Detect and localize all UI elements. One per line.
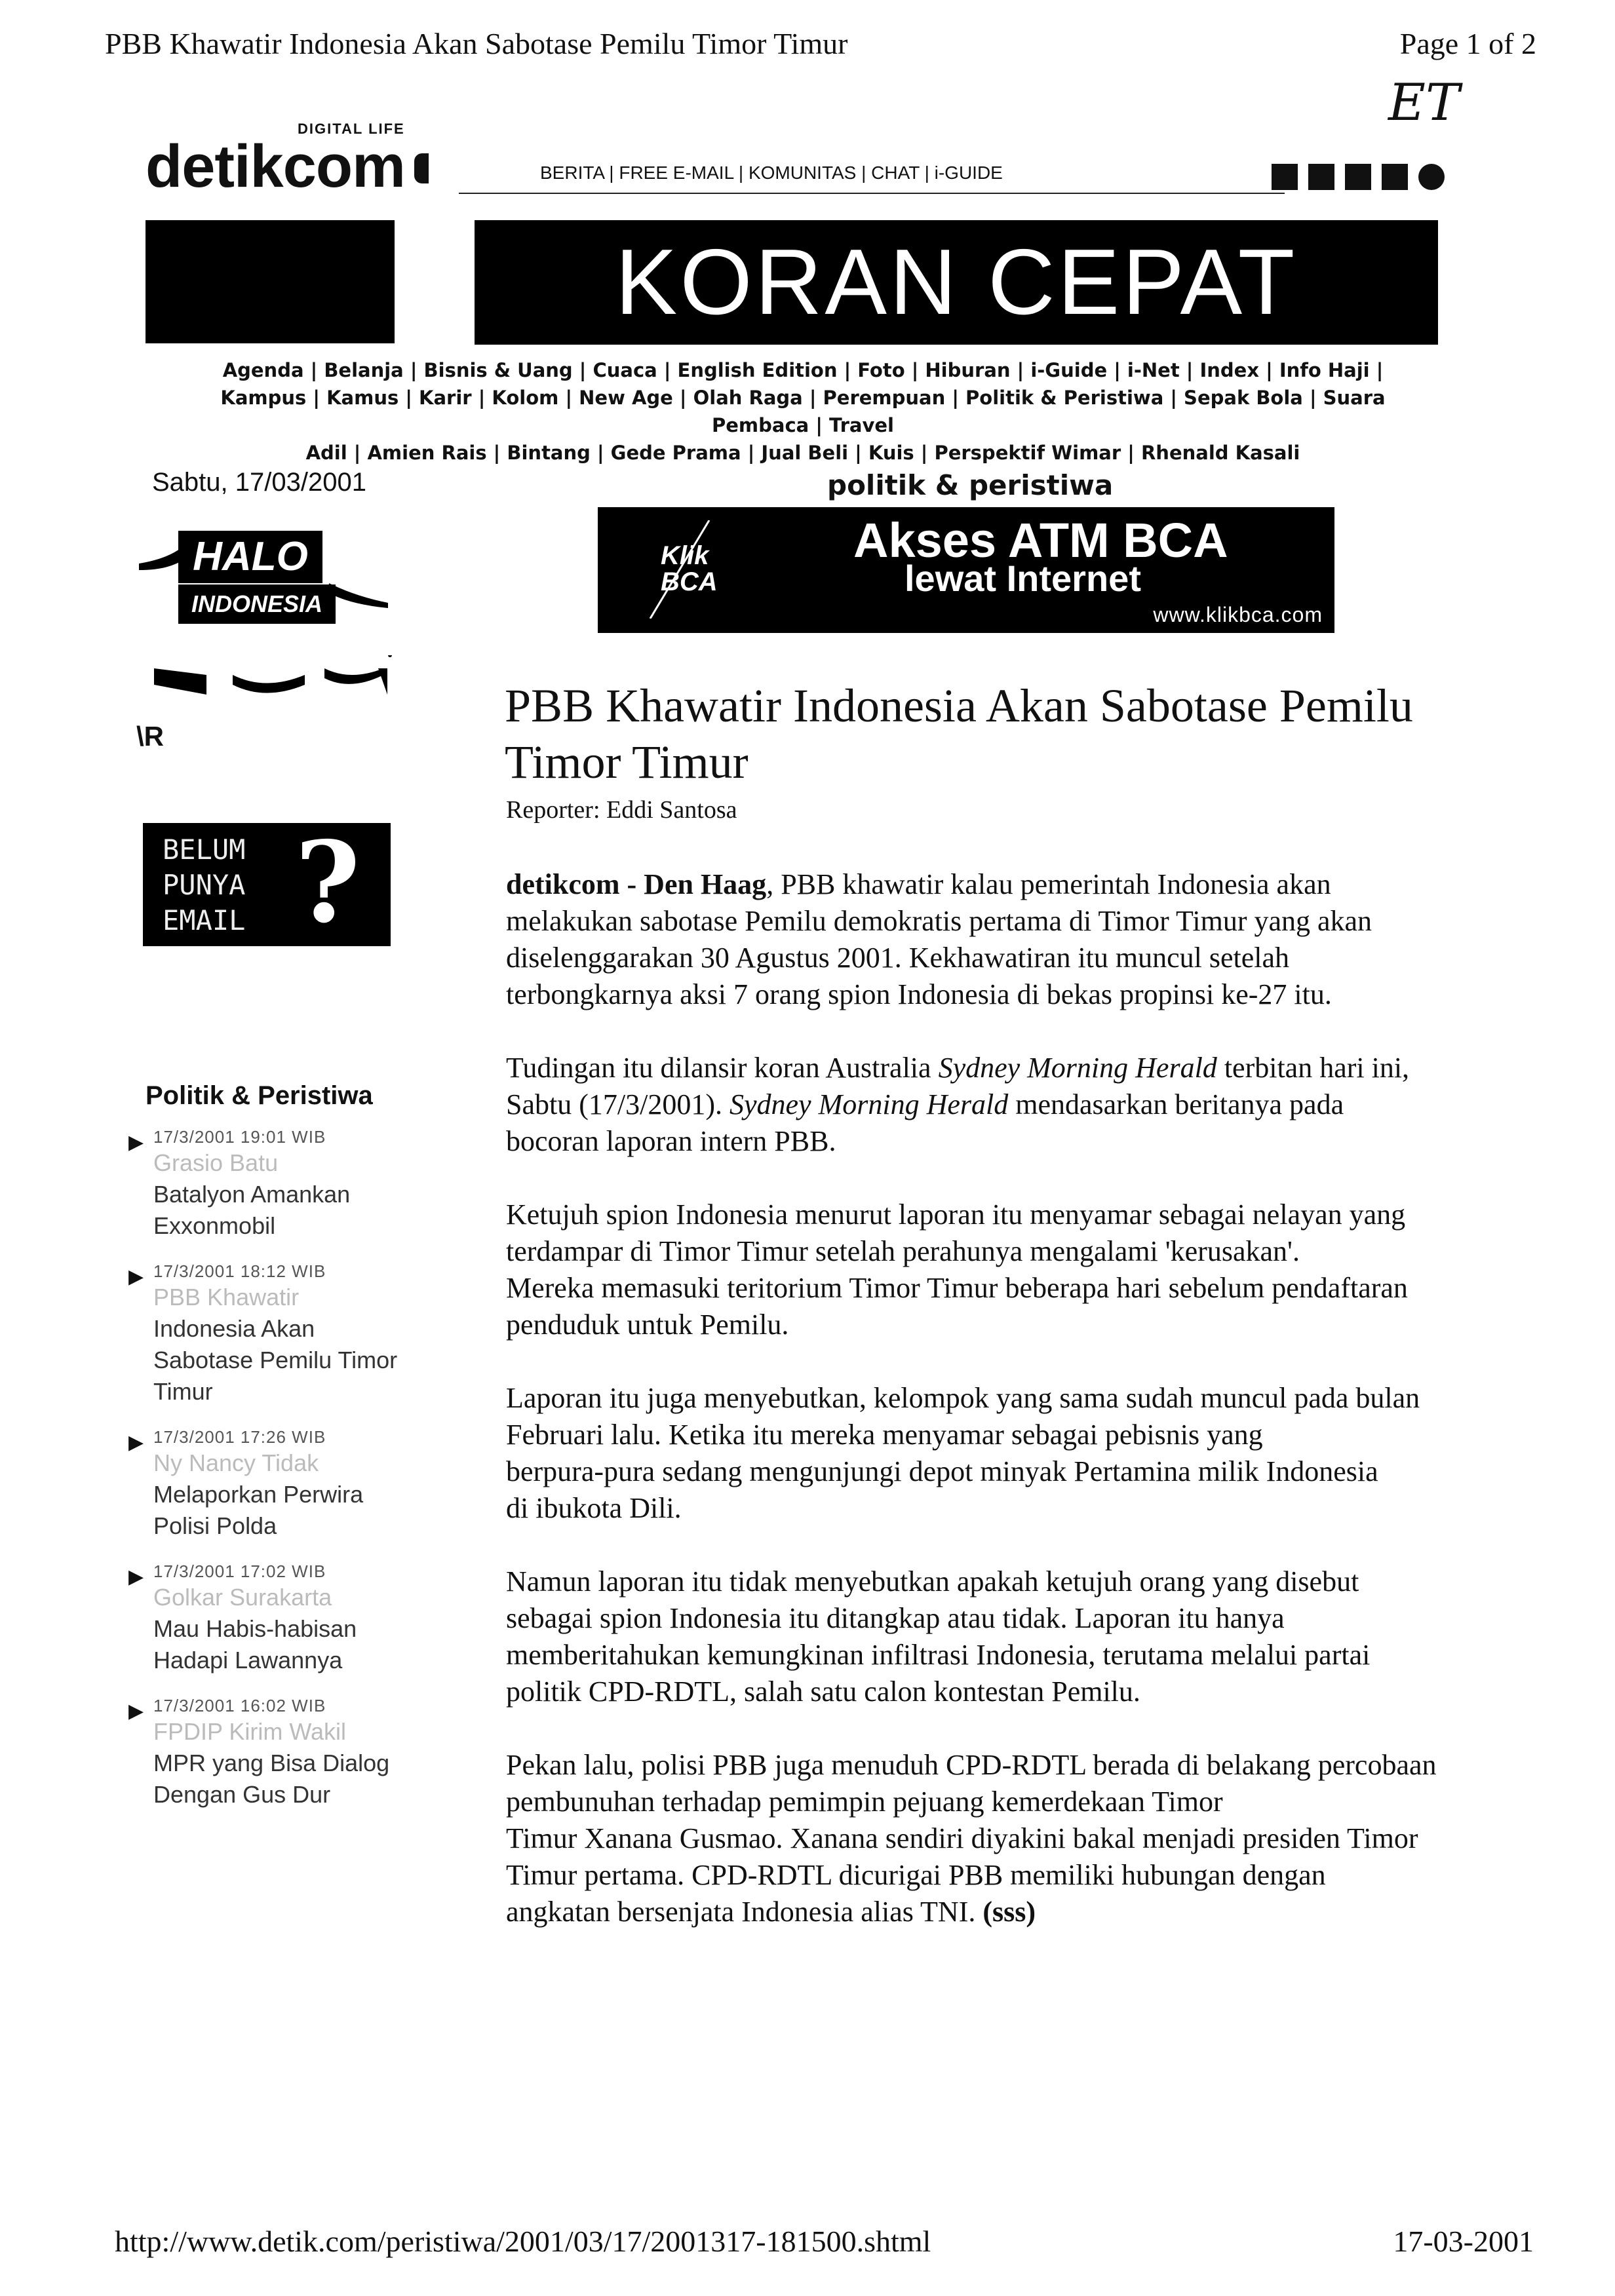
sidebar-news-list	[128, 1127, 417, 1830]
category-nav-line[interactable]: Agenda | Belanja | Bisnis & Uang | Cuaca | English Edition | Foto | Hiburan | i-Guide | i-Net | Index | Info Haji |	[222, 359, 1384, 381]
email-promo-banner[interactable]	[143, 817, 391, 948]
circle-icon	[1418, 164, 1445, 190]
category-nav-line[interactable]: Adil | Amien Rais | Bintang | Gede Prama | Jual Beli | Kuis | Perspektif Wimar | Rhenald Kasali	[305, 442, 1300, 464]
halo-text: HALO	[178, 531, 322, 583]
email-promo-line: PUNYA	[163, 869, 246, 901]
news-time: 17/3/2001 18:12 WIB	[153, 1261, 326, 1281]
news-link-faded[interactable]: PBB Khawatir	[153, 1284, 300, 1311]
dateline: detikcom - Den Haag	[506, 868, 767, 900]
indonesia-text: INDONESIA	[178, 584, 336, 624]
black-placeholder-block	[146, 220, 395, 343]
bullet-arrow-icon: ▶	[128, 1566, 144, 1588]
section-title: politik & peristiwa	[827, 469, 1114, 501]
article-title: PBB Khawatir Indonesia Akan Sabotase Pemilu Timor Timur	[505, 679, 1413, 788]
category-nav-line[interactable]: Pembaca | Travel	[712, 414, 894, 436]
klikbca-brand	[661, 543, 718, 595]
halo-indonesia-logo[interactable]	[139, 524, 388, 636]
cropped-banner-graphic	[134, 655, 397, 754]
cropped-banner-text: \R	[136, 721, 164, 752]
sidebar-title: Politik & Peristiwa	[146, 1081, 373, 1110]
logo-tagline: DIGITAL LIFE	[298, 121, 405, 137]
sidebar-news-item[interactable]	[128, 1696, 417, 1810]
author-signature: (sss)	[983, 1896, 1036, 1928]
page-number: Page 1 of 2	[1399, 27, 1536, 60]
sidebar-news-item[interactable]	[128, 1427, 417, 1542]
klik-text: Klik	[661, 541, 709, 570]
news-time: 17/3/2001 19:01 WIB	[153, 1127, 326, 1147]
category-navigation[interactable]	[151, 356, 1455, 467]
news-time: 17/3/2001 17:02 WIB	[153, 1561, 326, 1581]
top-navigation[interactable]: BERITA | FREE E-MAIL | KOMUNITAS | CHAT | i-GUIDE	[540, 163, 1003, 183]
email-promo-line: BELUM	[163, 833, 246, 866]
logo-mark-icon	[414, 153, 429, 183]
article-reporter: Reporter: Eddi Santosa	[506, 796, 737, 824]
ad-headline: Akses ATM BCA	[853, 513, 1228, 567]
decorative-squares	[1272, 164, 1445, 190]
handwritten-mark: ET	[1388, 73, 1460, 132]
bullet-arrow-icon: ▶	[128, 1700, 144, 1722]
print-footer-date: 17-03-2001	[1393, 2225, 1534, 2258]
news-link[interactable]: Indonesia Akan Sabotase Pemilu Timor Timur	[153, 1315, 398, 1405]
print-header-title: PBB Khawatir Indonesia Akan Sabotase Pemilu Timor Timur	[105, 27, 848, 60]
bullet-arrow-icon: ▶	[128, 1132, 144, 1153]
page-date: Sabtu, 17/03/2001	[152, 468, 366, 497]
klikbca-ad-banner[interactable]	[598, 507, 1334, 633]
category-nav-line[interactable]: Kampus | Kamus | Karir | Kolom | New Age | Olah Raga | Perempuan | Politik & Peristiwa | Sepak Bola | Suara	[220, 387, 1386, 409]
news-link-faded[interactable]: FPDIP Kirim Wakil	[153, 1718, 347, 1745]
news-link-faded[interactable]: Ny Nancy Tidak	[153, 1449, 319, 1476]
news-link[interactable]: Melaporkan Perwira Polisi Polda	[153, 1481, 364, 1539]
news-link-faded[interactable]: Grasio Batu	[153, 1149, 279, 1176]
koran-cepat-banner: KORAN CEPAT	[475, 220, 1438, 345]
ad-subline: lewat Internet	[905, 558, 1141, 599]
article-paragraph: detikcom - Den Haag, PBB khawatir kalau pemerintah Indonesia akan melakukan sabotase Pemilu demokratis pertama di Timor Timur yang akan diselenggarakan 30 Agustus 2001. Kekhawatiran itu muncul setelah terbongkarnya aksi 7 orang spion Indonesia di bekas propinsi ke-27 itu.	[506, 868, 1372, 1010]
bullet-arrow-icon: ▶	[128, 1432, 144, 1453]
newspaper-name: Sydney Morning Herald	[938, 1052, 1217, 1084]
news-link-faded[interactable]: Golkar Surakarta	[153, 1584, 332, 1611]
email-promo-line: EMAIL	[163, 904, 246, 936]
article-paragraph: Laporan itu juga menyebutkan, kelompok yang sama sudah muncul pada bulan Februari lalu. Ketika itu mereka menyamar sebagai pebisnis yang berpura-pura sedang mengunjungi depot minyak Pertamina milik Indonesia di ibukota Dili.	[506, 1382, 1420, 1524]
ad-url: www.klikbca.com	[1153, 603, 1323, 626]
article-paragraph: Namun laporan itu tidak menyebutkan apakah ketujuh orang yang disebut sebagai spion Indonesia itu ditangkap atau tidak. Laporan itu hanya memberitahukan kemungkinan infiltrasi Indonesia, terutama melalui partai politik CPD-RDTL, salah satu calon kontestan Pemilu.	[506, 1565, 1371, 1708]
bca-text: BCA	[661, 567, 718, 596]
news-link[interactable]: Batalyon Amankan Exxonmobil	[153, 1181, 351, 1239]
question-mark-icon: ?	[295, 817, 360, 948]
square-icon	[1272, 164, 1298, 190]
print-footer-url: http://www.detik.com/peristiwa/2001/03/17/2001317-181500.shtml	[115, 2225, 931, 2258]
sidebar-news-item[interactable]	[128, 1561, 417, 1676]
news-time: 17/3/2001 16:02 WIB	[153, 1696, 326, 1715]
article-paragraph: Tudingan itu dilansir koran Australia Sydney Morning Herald terbitan hari ini, Sabtu (17/3/2001). Sydney Morning Herald mendasarkan beritanya pada bocoran laporan intern PBB.	[506, 1052, 1410, 1157]
square-icon	[1345, 164, 1371, 190]
news-link[interactable]: MPR yang Bisa Dialog Dengan Gus Dur	[153, 1750, 390, 1808]
newspaper-name: Sydney Morning Herald	[729, 1088, 1009, 1120]
article-body	[506, 866, 1437, 1967]
divider	[459, 193, 1285, 194]
article-paragraph: Pekan lalu, polisi PBB juga menuduh CPD-RDTL berada di belakang percobaan pembunuhan terhadap pemimpin pejuang kemerdekaan Timor Timur Xanana Gusmao. Xanana sendiri diyakini bakal menjadi presiden Timor Timur pertama. CPD-RDTL dicurigai PBB memiliki hubungan dengan angkatan bersenjata Indonesia alias TNI. (sss)	[506, 1749, 1437, 1928]
news-time: 17/3/2001 17:26 WIB	[153, 1427, 326, 1447]
sidebar-news-item[interactable]	[128, 1261, 417, 1407]
news-link[interactable]: Mau Habis-habisan Hadapi Lawannya	[153, 1615, 357, 1674]
logo-name: detikcom	[146, 133, 405, 200]
sidebar-news-item[interactable]	[128, 1127, 417, 1242]
bullet-arrow-icon: ▶	[128, 1266, 144, 1288]
article-paragraph: Ketujuh spion Indonesia menurut laporan itu menyamar sebagai nelayan yang terdampar di Timor Timur setelah perahunya mengalami 'kerusakan'. Mereka memasuki teritorium Timor Timur beberapa hari sebelum pendaftaran penduduk untuk Pemilu.	[506, 1198, 1408, 1341]
square-icon	[1382, 164, 1408, 190]
detikcom-logo[interactable]	[146, 121, 405, 200]
square-icon	[1308, 164, 1334, 190]
